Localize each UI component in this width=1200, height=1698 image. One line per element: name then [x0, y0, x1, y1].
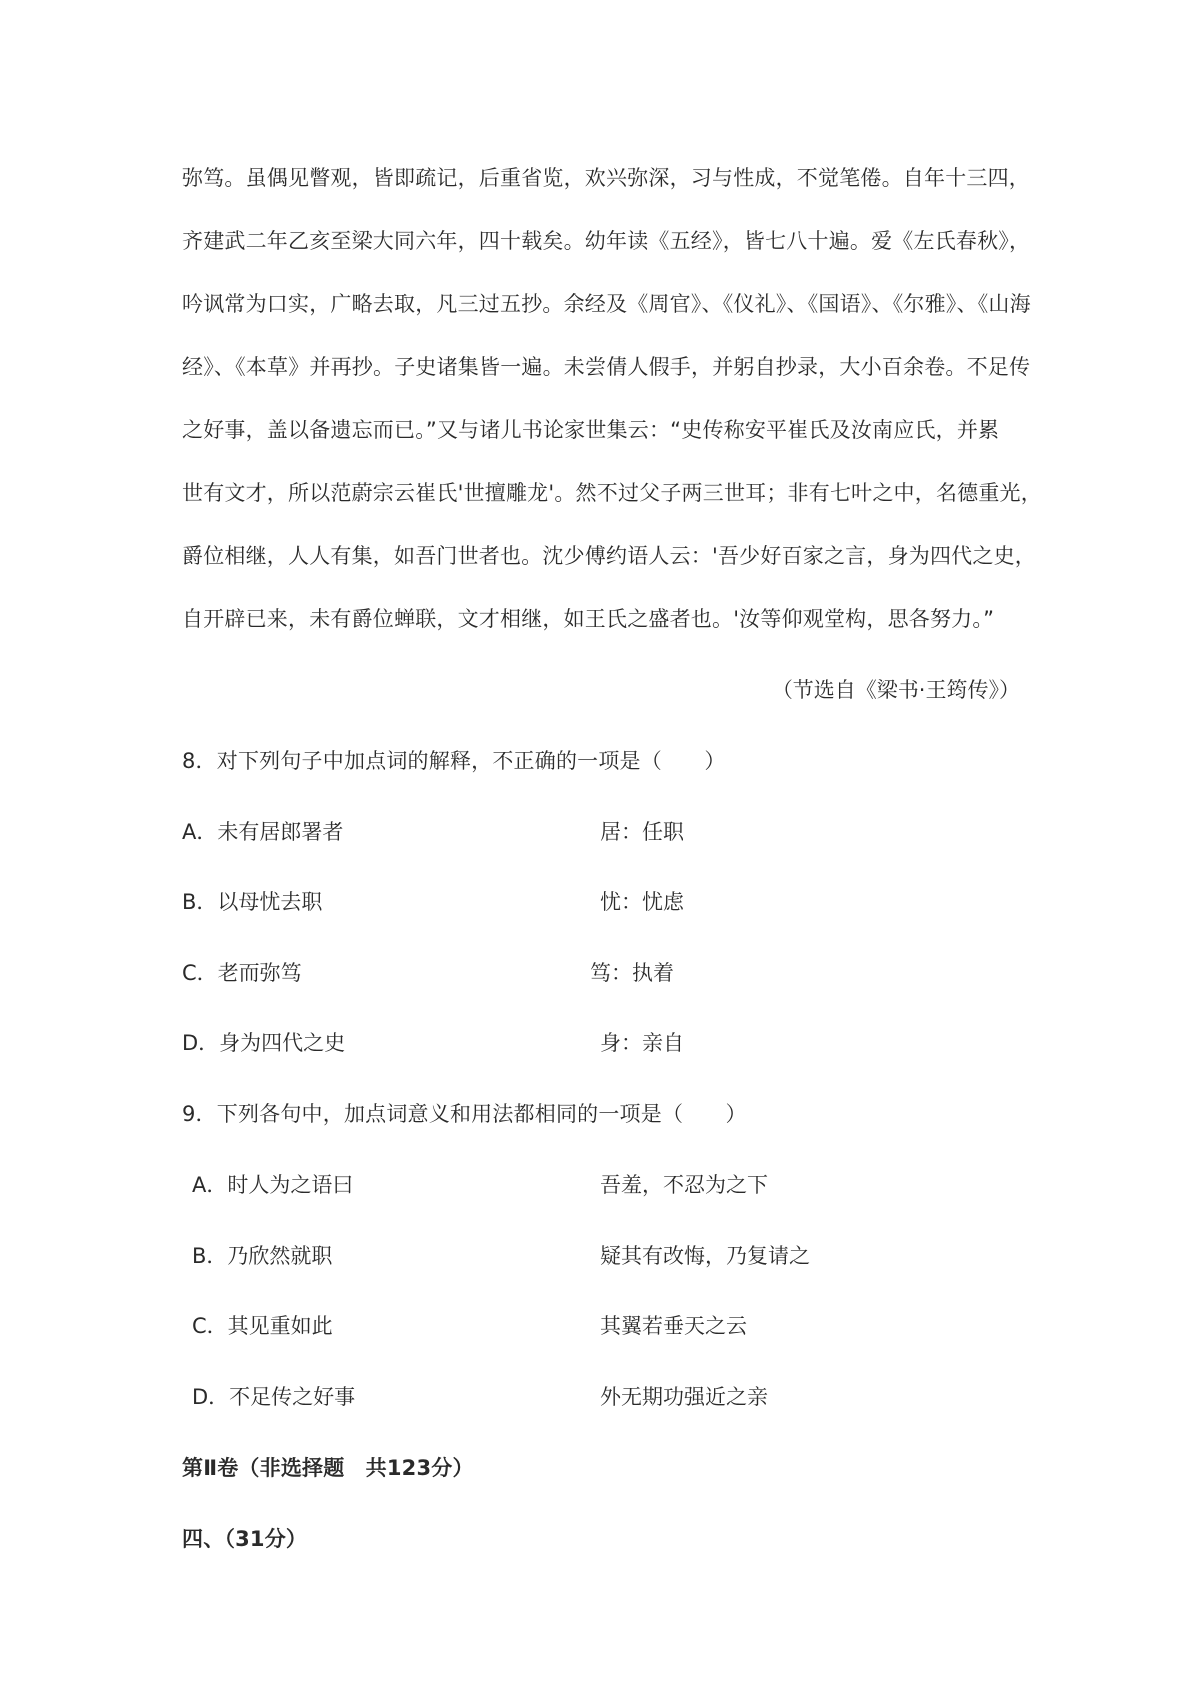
- q8-option-c-left: C．老而弥笃: [182, 961, 302, 985]
- q9-option-b-right: 疑其有改悔，乃复请之: [600, 1244, 810, 1268]
- q9-option-a-right: 吾羞，不忍为之下: [600, 1173, 768, 1197]
- q8-stem: 8．对下列句子中加点词的解释，不正确的一项是（ ）: [182, 749, 726, 773]
- passage-line-2: 齐建武二年乙亥至梁大同六年，四十载矣。幼年读《五经》，皆七八十遍。爱《左氏春秋》，: [182, 229, 1031, 253]
- q9-option-b-left: B．乃欣然就职: [192, 1244, 333, 1268]
- q9-option-c-right: 其翼若垂天之云: [600, 1314, 747, 1338]
- passage-source: （节选自《梁书·王筠传》）: [771, 678, 1020, 702]
- part-4-heading: 四、（31分）: [182, 1527, 308, 1551]
- q8-option-a-left: A．未有居郎署者: [182, 820, 344, 844]
- passage-line-4: 经》、《本草》并再抄。子史诸集皆一遍。未尝倩人假手，并躬自抄录，大小百余卷。不足传: [182, 355, 1031, 379]
- passage-line-6: 世有文才，所以范蔚宗云崔氏'世擅雕龙'。然不过父子两三世耳；非有七叶之中，名德重光，: [182, 481, 1042, 505]
- q9-option-d-right: 外无期功强近之亲: [600, 1385, 768, 1409]
- q8-option-b-right: 忧：忧虑: [600, 890, 684, 914]
- q9-stem: 9．下列各句中，加点词意义和用法都相同的一项是（ ）: [182, 1102, 747, 1126]
- q8-option-d-left: D．身为四代之史: [182, 1031, 346, 1055]
- q8-option-c-right: 笃：执着: [590, 961, 674, 985]
- passage-line-7: 爵位相继，人人有集，如吾门世者也。沈少傅约语人云：'吾少好百家之言，身为四代之史，: [182, 544, 1036, 568]
- q9-option-c-left: C．其见重如此: [192, 1314, 333, 1338]
- passage-line-1: 弥笃。虽偶见瞥观，皆即疏记，后重省览，欢兴弥深，习与性成，不觉笔倦。自年十三四，: [182, 166, 1030, 190]
- passage-line-3: 吟讽常为口实，广略去取，凡三过五抄。余经及《周官》、《仪礼》、《国语》、《尔雅》、《山海: [182, 292, 1031, 316]
- q9-option-d-left: D．不足传之好事: [192, 1385, 356, 1409]
- q9-option-a-left: A．时人为之语曰: [192, 1173, 354, 1197]
- q8-option-a-right: 居：任职: [600, 820, 684, 844]
- section-2-title: 第Ⅱ卷（非选择题 共123分）: [182, 1456, 474, 1480]
- q8-option-b-left: B．以母忧去职: [182, 890, 323, 914]
- passage-line-5: 之好事，盖以备遗忘而已。”又与诸儿书论家世集云：“史传称安平崔氏及汝南应氏，并累: [182, 418, 1000, 442]
- q8-option-d-right: 身：亲自: [600, 1031, 684, 1055]
- passage-line-8: 自开辟已来，未有爵位蝉联，文才相继，如王氏之盛者也。'汝等仰观堂构，思各努力。”: [182, 607, 995, 631]
